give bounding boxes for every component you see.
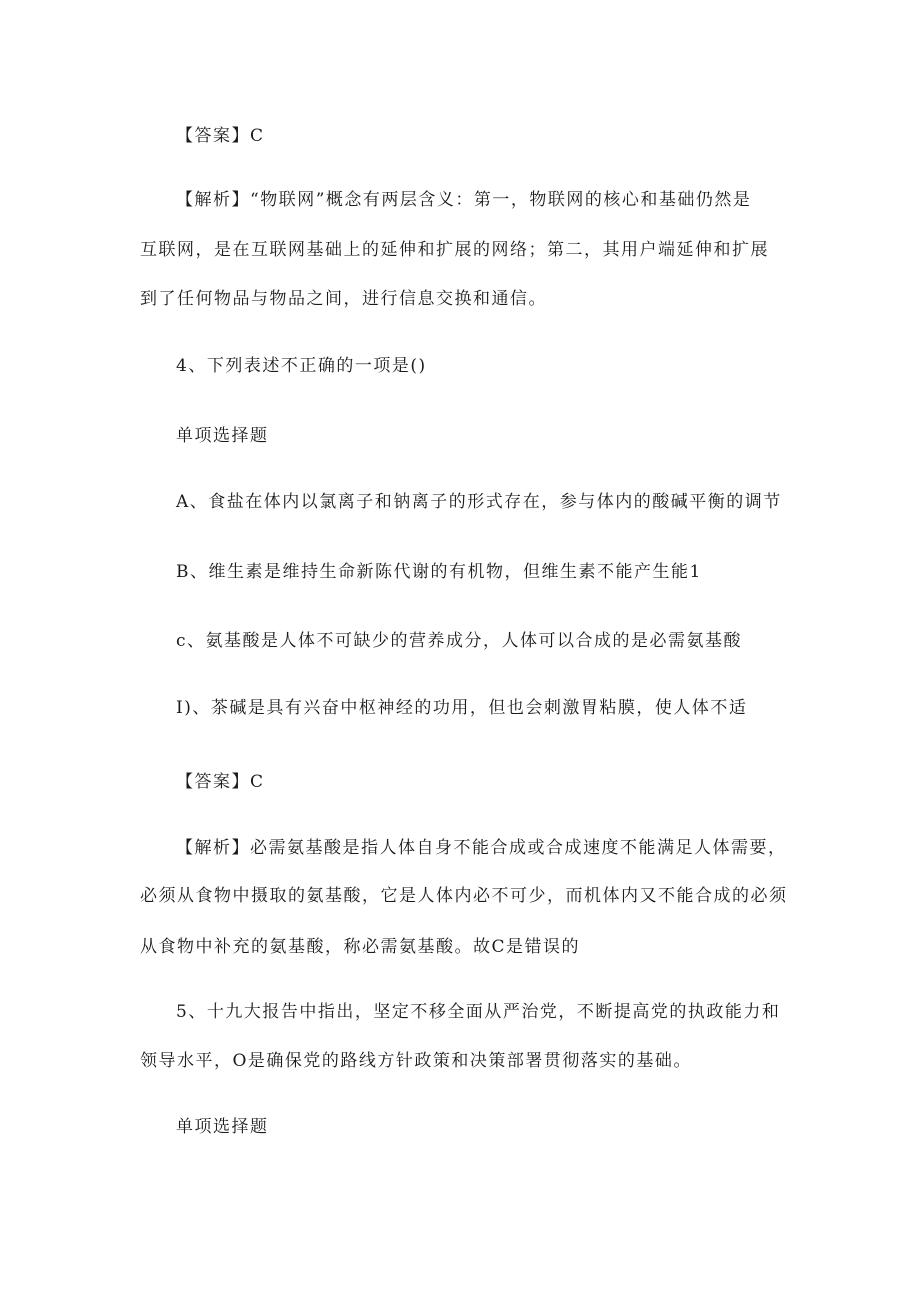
q4-analysis-line-1: 【解析】必需氨基酸是指人体自身不能合成或合成速度不能满足人体需要，: [176, 838, 787, 858]
q4-option-d: I)、茶碱是具有兴奋中枢神经的功用，但也会刺激胃粘膜，使人体不适: [176, 698, 748, 718]
q4-analysis-line-2: 必须从食物中摄取的氨基酸，它是人体内必不可少，而机体内又不能合成的必须: [140, 886, 788, 906]
q4-option-a: A、食盐在体内以氯离子和钠离子的形式存在，参与体内的酸碱平衡的调节: [176, 492, 782, 512]
q5-type: 单项选择题: [176, 1117, 269, 1137]
q3-analysis-line-1: 【解析】“物联网”概念有两层含义：第一，物联网的核心和基础仍然是: [176, 190, 752, 210]
q3-analysis-line-3: 到了任何物品与物品之间，进行信息交换和通信。: [140, 289, 547, 309]
q3-analysis-line-2: 互联网，是在互联网基础上的延伸和扩展的网络；第二，其用户端延伸和扩展: [140, 240, 769, 260]
q3-answer: 【答案】C: [176, 126, 265, 146]
q4-analysis-line-3: 从食物中补充的氨基酸，称必需氨基酸。故C是错误的: [140, 937, 581, 957]
q4-type: 单项选择题: [176, 426, 269, 446]
q4-answer: 【答案】C: [176, 772, 265, 792]
q4-option-b: B、维生素是维持生命新陈代谢的有机物，但维生素不能产生能1: [176, 562, 702, 582]
q5-question-line-2: 领导水平，O是确保党的路线方针政策和决策部署贯彻落实的基础。: [140, 1051, 692, 1071]
q4-question: 4、下列表述不正确的一项是(): [176, 356, 427, 376]
q4-option-c: c、氨基酸是人体不可缺少的营养成分，人体可以合成的是必需氨基酸: [176, 631, 743, 651]
q5-question-line-1: 5、十九大报告中指出，坚定不移全面从严治党，不断提高党的执政能力和: [176, 1002, 781, 1022]
